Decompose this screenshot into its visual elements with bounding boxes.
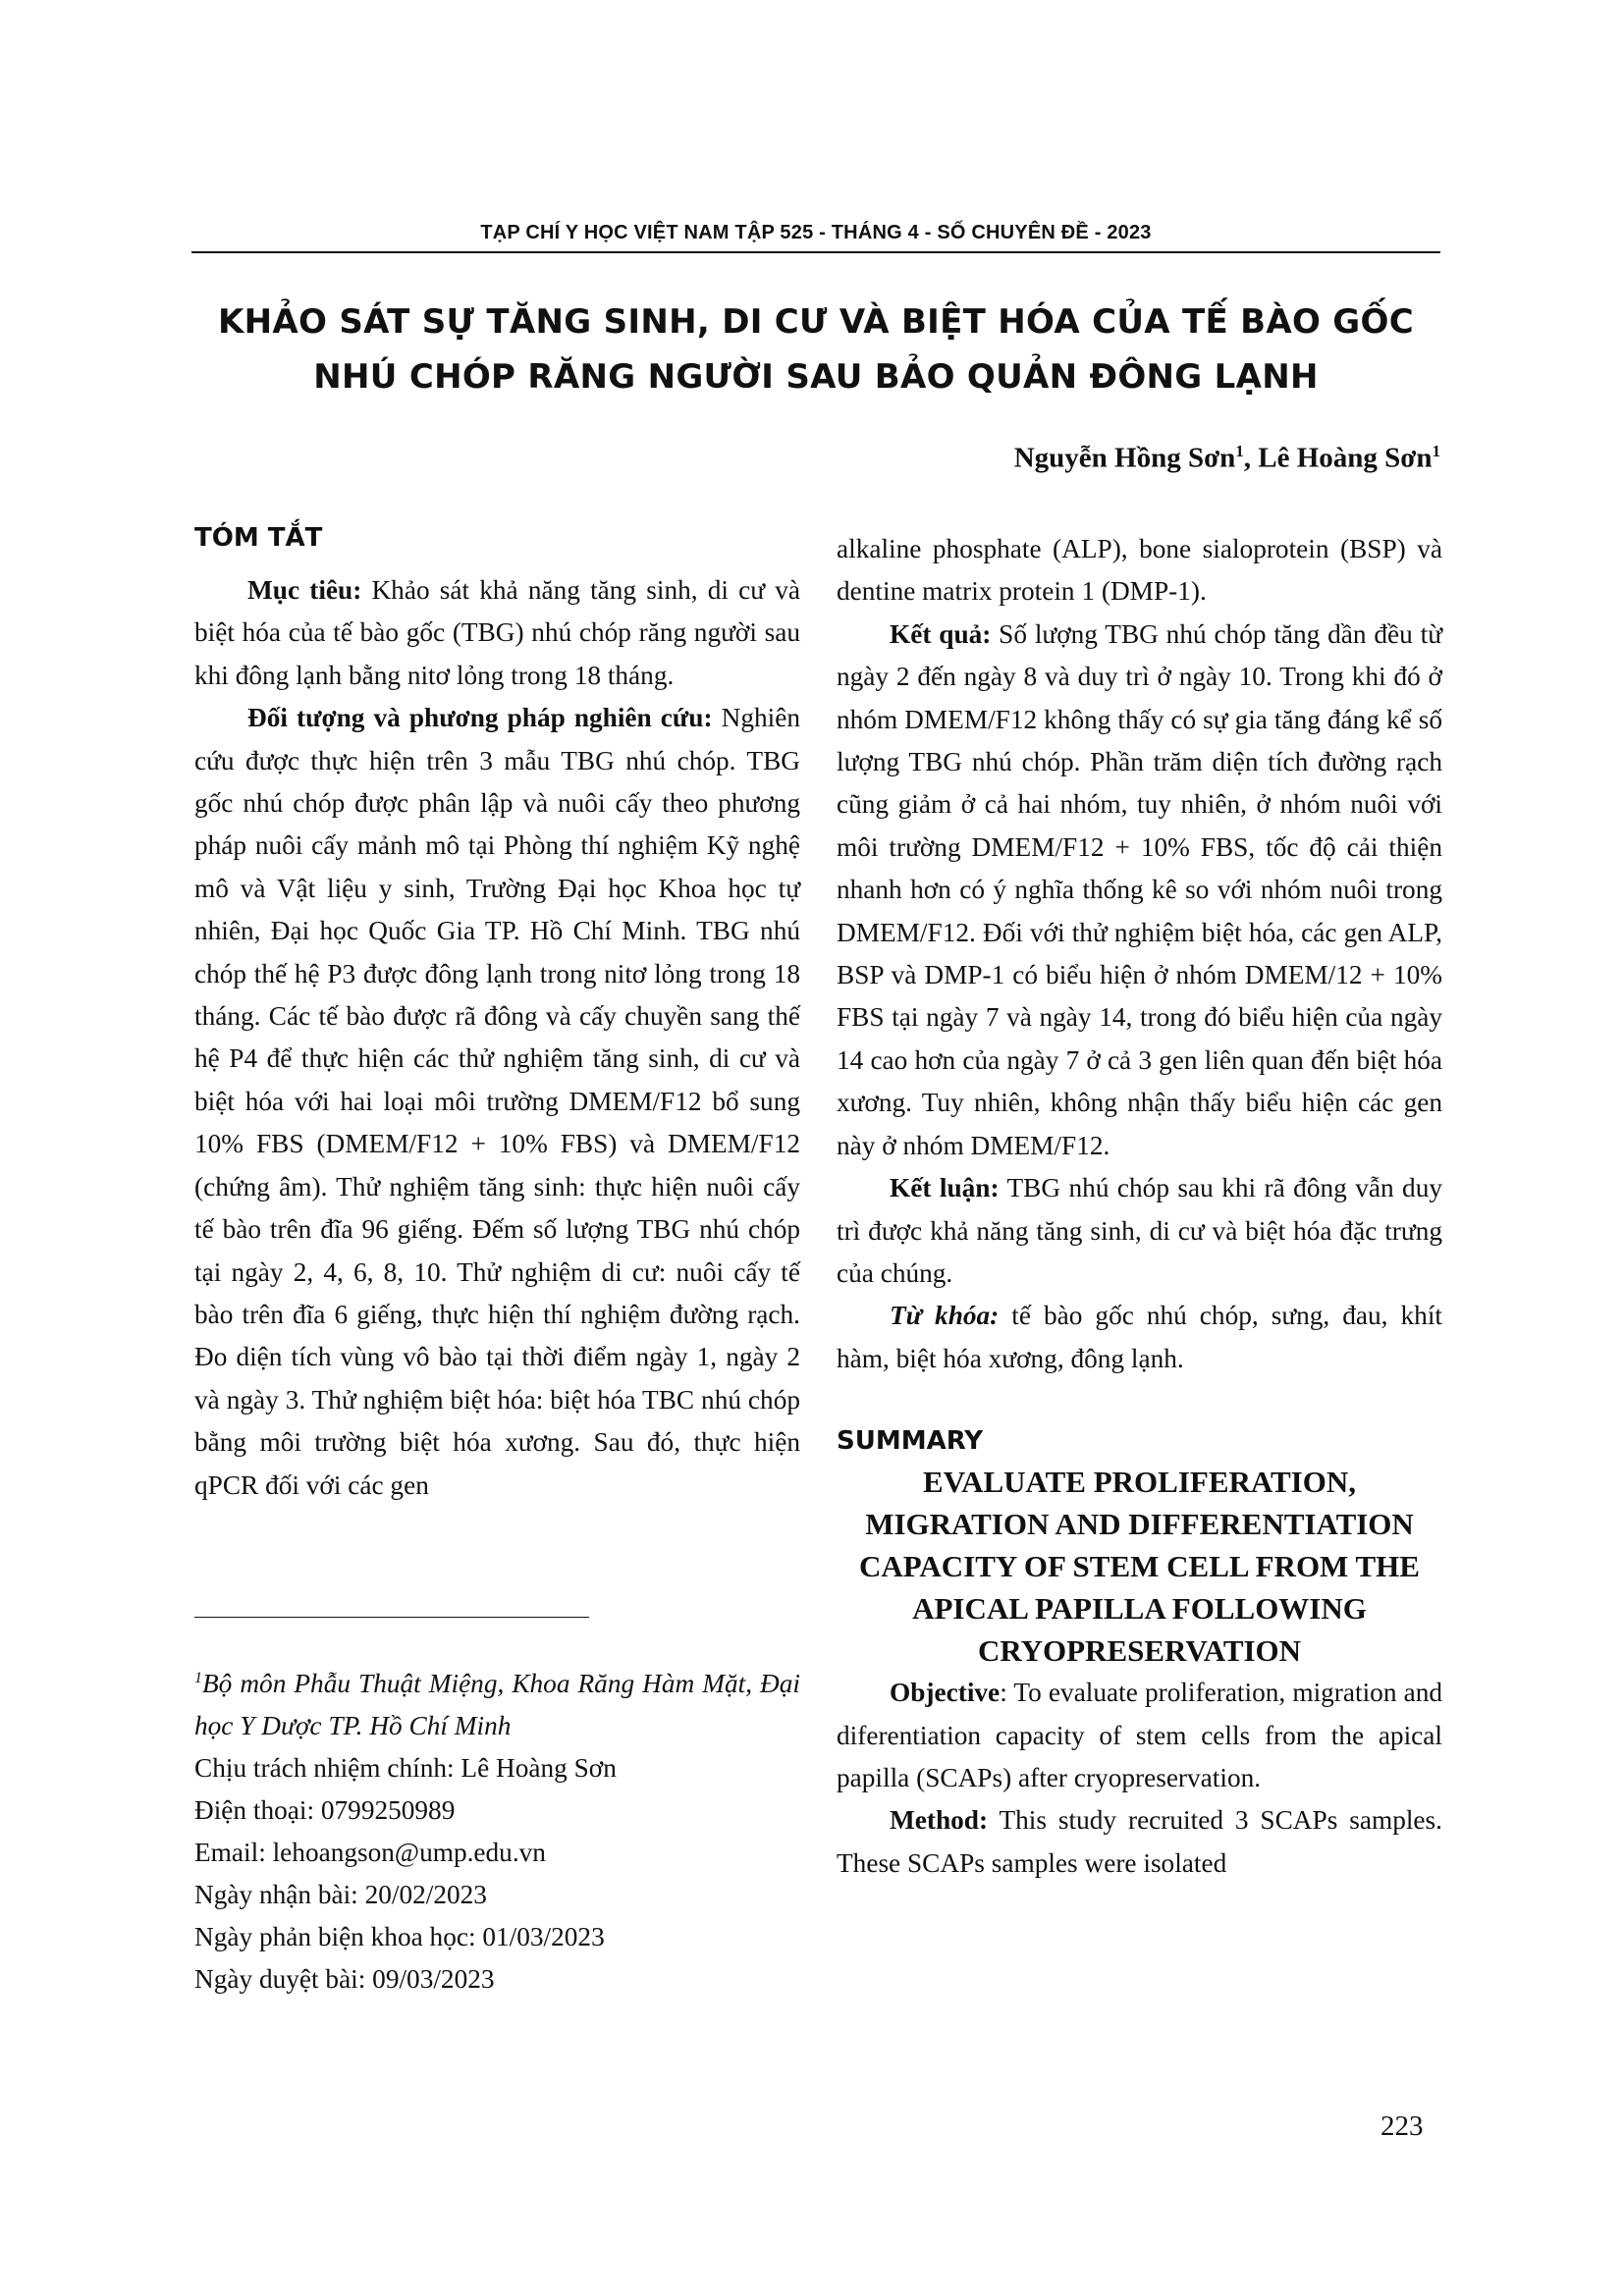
keywords-label: Từ khóa: <box>890 1301 1000 1331</box>
abstract-conclusion-paragraph <box>837 1167 1442 1295</box>
date-reviewed: Ngày phản biện khoa học: 01/03/2023 <box>194 1922 605 1952</box>
abstract-objective-paragraph <box>194 569 800 697</box>
author-2-affiliation-mark: 1 <box>1432 442 1440 460</box>
objective-label: Mục tiêu: <box>247 575 362 605</box>
abstract-results-paragraph <box>837 614 1442 1167</box>
objective-text: Khảo sát khả năng tăng sinh, di cư và biệt hóa của tế bào gốc (TBG) nhú chóp răng người sau khi đông lạnh bằng nitơ lỏng trong 18 tháng. <box>194 575 800 690</box>
summary-method-label: Method: <box>890 1805 989 1836</box>
journal-running-header: TẠP CHÍ Y HỌC VIỆT NAM TẬP 525 - THÁNG 4 - SỐ CHUYÊN ĐỀ - 2023 <box>480 222 1152 243</box>
summary-heading: SUMMARY <box>837 1426 984 1457</box>
methods-label: Đối tượng và phương pháp nghiên cứu: <box>247 703 713 733</box>
author-separator: , <box>1243 442 1259 474</box>
author-2: Lê Hoàng Sơn <box>1258 442 1433 474</box>
affiliation-text: Bộ môn Phẫu Thuật Miệng, Khoa Răng Hàm Mặt, Đại học Y Dược TP. Hồ Chí Minh <box>194 1669 800 1741</box>
responsible-author: Chịu trách nhiệm chính: Lê Hoàng Sơn <box>194 1753 617 1784</box>
header-rule <box>191 251 1440 253</box>
summary-objective-text: : To evaluate proliferation, migration and diferentiation capacity of stem cells from the apical papilla (SCAPs) after cryopreservation. <box>837 1678 1442 1792</box>
keywords-paragraph <box>837 1295 1442 1380</box>
author-1: Nguyễn Hồng Sơn <box>1013 442 1236 474</box>
affiliation-mark: 1 <box>194 1670 202 1686</box>
author-list <box>1014 442 1440 475</box>
conclusion-text: TBG nhú chóp sau khi rã đông vẫn duy trì được khả năng tăng sinh, di cư và biệt hóa đặc trưng của chúng. <box>837 1173 1442 1288</box>
results-text: Số lượng TBG nhú chóp tăng dần đều từ ngày 2 đến ngày 8 và duy trì ở ngày 10. Trong khi đó ở nhóm DMEM/F12 không thấy có sự gia tăng đáng kể số lượng TBG nhú chóp. Phần trăm diện tích đường rạch cũng giảm ở cả hai nhóm, tuy nhiên, ở nhóm nuôi với môi trường DMEM/F12 + 10% FBS, tốc độ cải thiện nhanh hơn có ý nghĩa thống kê so với nhóm nuôi trong DMEM/F12. Đối với thử nghiệm biệt hóa, các gen ALP, BSP và DMP-1 có biểu hiện ở nhóm DMEM/12 + 10% FBS tại ngày 7 và ngày 14, trong đó biểu hiện của ngày 14 cao hơn của ngày 7 ở cả 3 gen liên quan đến biệt hóa xương. Tuy nhiên, không nhận thấy biểu hiện các gen này ở nhóm DMEM/F12. <box>837 618 1442 1160</box>
methods-continuation: alkaline phosphate (ALP), bone sialoprotein (BSP) và dentine matrix protein 1 (DMP-1). <box>837 534 1442 607</box>
summary-method-text: This study recruited 3 SCAPs samples. These SCAPs samples were isolated <box>837 1805 1442 1878</box>
page-number: 223 <box>1380 2110 1424 2142</box>
author-1-affiliation-mark: 1 <box>1235 442 1244 460</box>
right-column <box>837 528 1442 1885</box>
article-title <box>191 294 1440 404</box>
abstract-heading-vi: TÓM TẮT <box>194 523 323 553</box>
keywords-text: tế bào gốc nhú chóp, sưng, đau, khít hàm, biệt hóa xương, đông lạnh. <box>837 1301 1442 1373</box>
email-address: Email: lehoangson@ump.edu.vn <box>194 1838 546 1868</box>
abstract-methods-paragraph <box>194 697 800 1507</box>
english-title: EVALUATE PROLIFERATION, MIGRATION AND DIFFERENTIATION CAPACITY OF STEM CELL FROM THE APICAL PAPILLA FOLLOWING CRYOPRESERVATION <box>859 1465 1420 1669</box>
left-column <box>194 518 800 1507</box>
affiliation-note <box>194 1657 800 1747</box>
footnotes <box>194 1657 800 2001</box>
summary-objective-paragraph <box>837 1672 1442 1799</box>
date-accepted: Ngày duyệt bài: 09/03/2023 <box>194 1964 495 1995</box>
phone-number: Điện thoại: 0799250989 <box>194 1795 456 1826</box>
methods-text: Nghiên cứu được thực hiện trên 3 mẫu TBG nhú chóp. TBG gốc nhú chóp được phân lập và nuôi cấy theo phương pháp nuôi cấy mảnh mô tại Phòng thí nghiệm Kỹ nghệ mô và Vật liệu y sinh, Trường Đại học Khoa học tự nhiên, Đại học Quốc Gia TP. Hồ Chí Minh. TBG nhú chóp thế hệ P3 được đông lạnh trong nitơ lỏng trong 18 tháng. Các tế bào được rã đông và cấy chuyền sang thế hệ P4 để thực hiện các thử nghiệm tăng sinh, di cư và biệt hóa với hai loại môi trường DMEM/F12 bổ sung 10% FBS (DMEM/F12 + 10% FBS) và DMEM/F12 (chứng âm). Thử nghiệm tăng sinh: thực hiện nuôi cấy tế bào trên đĩa 96 giếng. Đếm số lượng TBG nhú chóp tại ngày 2, 4, 6, 8, 10. Thử nghiệm di cư: nuôi cấy tế bào trên đĩa 6 giếng, thực hiện thí nghiệm đường rạch. Đo diện tích vùng vô bào tại thời điểm ngày 1, ngày 2 và ngày 3. Thử nghiệm biệt hóa: biệt hóa TBC nhú chóp bằng môi trường biệt hóa xương. Sau đó, thực hiện qPCR đối với các gen <box>194 703 800 1500</box>
article-title-line-1: KHẢO SÁT SỰ TĂNG SINH, DI CƯ VÀ BIỆT HÓA CỦA TẾ BÀO GỐC <box>218 302 1414 342</box>
date-received: Ngày nhận bài: 20/02/2023 <box>194 1880 487 1910</box>
results-label: Kết quả: <box>890 618 992 649</box>
conclusion-label: Kết luận: <box>890 1173 1000 1203</box>
summary-method-paragraph <box>837 1799 1442 1885</box>
footnote-rule <box>194 1617 589 1618</box>
article-title-line-2: NHÚ CHÓP RĂNG NGƯỜI SAU BẢO QUẢN ĐÔNG LẠNH <box>313 357 1319 397</box>
summary-objective-label: Objective <box>890 1678 1001 1708</box>
